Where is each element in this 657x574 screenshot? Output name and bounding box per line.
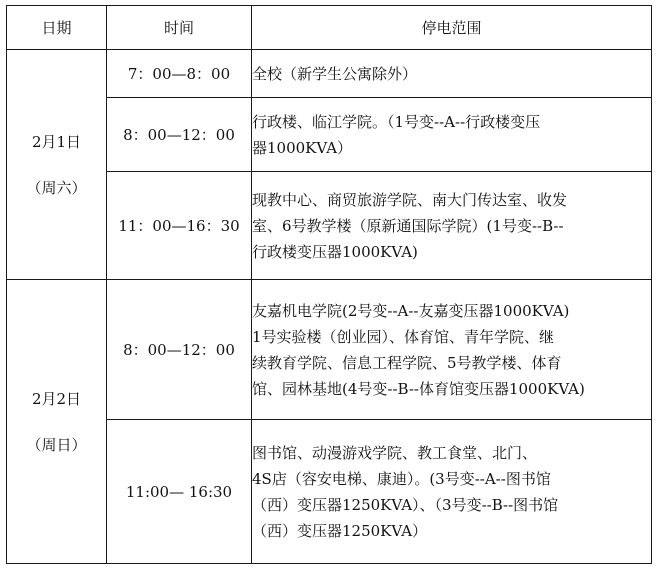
scope-cell: [252, 98, 652, 172]
scope-line: 行政楼变压器1000KVA): [252, 242, 418, 261]
scope-line: 全校（新学生公寓除外）: [252, 64, 418, 83]
scope-line: （西）变压器1250KVA）: [252, 521, 428, 540]
time-cell: 7：00—8：00: [107, 50, 252, 98]
scope-cell: [252, 50, 652, 98]
scope-line: 器1000KVA）: [252, 138, 353, 157]
scope-line: 室、6号教学楼（原新通国际学院）(1号变--B--: [252, 216, 564, 235]
time-cell: 8：00—12：00: [107, 280, 252, 420]
header-date: 日期: [7, 6, 107, 50]
scope-line: 1号实验楼（创业园）、体育馆、青年学院、继: [252, 327, 555, 346]
header-time: 时间: [107, 6, 252, 50]
table-row: [7, 50, 652, 98]
date-text: 2月2日: [31, 389, 82, 408]
time-cell: 11:00— 16:30: [107, 420, 252, 564]
scope-line: 图书馆、动漫游戏学院、教工食堂、北门、: [252, 443, 538, 462]
date-cell-day2: [7, 280, 107, 564]
scope-line: 馆、园林基地(4号变--B--体育馆变压器1000KVA): [252, 379, 585, 398]
time-cell: 8：00—12：00: [107, 98, 252, 172]
header-scope: 停电范围: [252, 6, 652, 50]
weekday-text: （周日）: [26, 435, 87, 454]
scope-cell: [252, 280, 652, 420]
scope-line: 行政楼、临江学院。（1号变--A--行政楼变压: [252, 112, 541, 131]
scope-line: 续教育学院、信息工程学院、5号教学楼、体育: [252, 353, 562, 372]
header-row: [7, 6, 652, 50]
scope-cell: [252, 172, 652, 280]
scope-line: 友嘉机电学院(2号变--A--友嘉变压器1000KVA): [252, 301, 570, 320]
scope-line: 4S店（容安电梯、康迪）。(3号变--A--图书馆: [252, 469, 551, 488]
date-text: 2月1日: [31, 132, 82, 151]
time-cell: 11：00—16：30: [107, 172, 252, 280]
scope-line: （西）变压器1250KVA）、（3号变--B--图书馆: [252, 495, 559, 514]
date-cell-day1: [7, 50, 107, 280]
power-outage-schedule-table: [6, 5, 652, 564]
weekday-text: （周六）: [26, 178, 87, 197]
scope-cell: [252, 420, 652, 564]
scope-line: 现教中心、商贸旅游学院、南大门传达室、收发: [252, 190, 568, 209]
table-row: [7, 280, 652, 420]
